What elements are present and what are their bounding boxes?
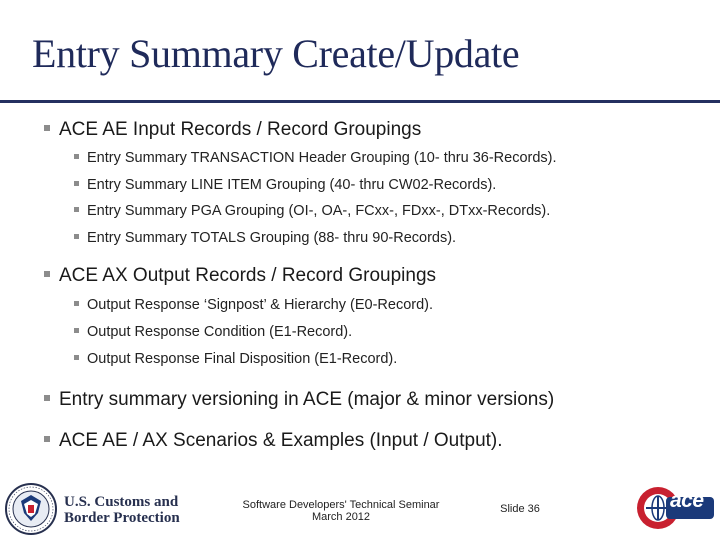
bullet-item: Entry Summary PGA Grouping (OI-, OA-, FCxx-, FDxx-, DTxx-Records). bbox=[74, 203, 550, 219]
square-bullet-icon bbox=[74, 181, 79, 186]
bullet-section-2: ACE AX Output Records / Record Groupings bbox=[44, 265, 436, 287]
square-bullet-icon bbox=[44, 436, 50, 442]
square-bullet-icon bbox=[74, 355, 79, 360]
bullet-item: Output Response Final Disposition (E1-Record). bbox=[74, 351, 397, 367]
square-bullet-icon bbox=[44, 395, 50, 401]
square-bullet-icon bbox=[74, 234, 79, 239]
bullet-item: Entry Summary TOTALS Grouping (88- thru 90-Records). bbox=[74, 230, 456, 246]
dhs-seal-icon bbox=[4, 482, 58, 536]
square-bullet-icon bbox=[74, 154, 79, 159]
bullet-section-4: ACE AE / AX Scenarios & Examples (Input / Output). bbox=[44, 430, 503, 452]
slide-title: Entry Summary Create/Update bbox=[32, 31, 520, 76]
square-bullet-icon bbox=[44, 271, 50, 277]
bullet-item: Entry Summary TRANSACTION Header Grouping (10- thru 36-Records). bbox=[74, 150, 557, 166]
footer-seminar: Software Developers' Technical Seminar March 2012 bbox=[242, 499, 440, 523]
cbp-wordmark: U.S. Customs and Border Protection bbox=[64, 494, 180, 526]
bullet-section-3: Entry summary versioning in ACE (major & minor versions) bbox=[44, 389, 554, 411]
bullet-item: Output Response ‘Signpost’ & Hierarchy (E0-Record). bbox=[74, 297, 433, 313]
title-divider bbox=[0, 100, 720, 103]
bullet-section-1: ACE AE Input Records / Record Groupings bbox=[44, 119, 421, 141]
square-bullet-icon bbox=[44, 125, 50, 131]
slide-number: Slide 36 bbox=[500, 503, 540, 515]
bullet-item: Entry Summary LINE ITEM Grouping (40- thru CW02-Records). bbox=[74, 177, 496, 193]
square-bullet-icon bbox=[74, 301, 79, 306]
bullet-item: Output Response Condition (E1-Record). bbox=[74, 324, 352, 340]
square-bullet-icon bbox=[74, 328, 79, 333]
ace-logo-text: ace bbox=[670, 489, 704, 512]
square-bullet-icon bbox=[74, 207, 79, 212]
